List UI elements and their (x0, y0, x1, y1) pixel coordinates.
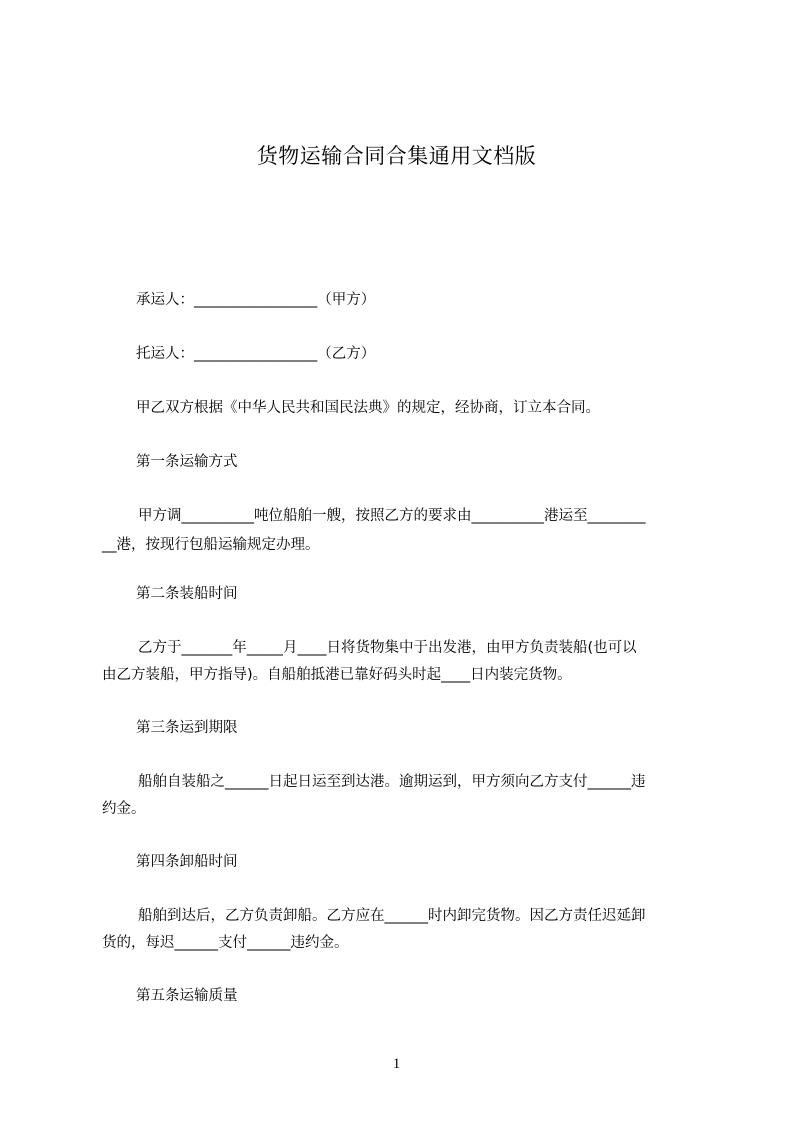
article5-heading: 第五条运输质量 (136, 988, 238, 1004)
article4-line1: 船舶到达后，乙方负责卸船。乙方应在______时内卸完货物。因乙方责任迟延卸 (138, 908, 646, 924)
document-title: 货物运输合同合集通用文档版 (256, 144, 537, 168)
article1-line2: __港，按现行包船运输规定办理。 (102, 537, 320, 553)
article4-line2: 货的，每迟______支付______违约金。 (102, 935, 349, 951)
article3-heading: 第三条运到期限 (136, 720, 238, 736)
article4-heading: 第四条卸船时间 (136, 854, 238, 870)
carrier-line: 承运人：_________________（甲方） (136, 292, 376, 308)
page-number: 1 (392, 1056, 401, 1072)
article3-line1: 船舶自装船之______日起日运至到达港。逾期运到，甲方须向乙方支付______违 (138, 774, 646, 790)
article2-line1: 乙方于_______年_____月____日将货物集中于出发港，由甲方负责装船(也可以 (138, 640, 637, 656)
article3-line2: 约金。 (102, 801, 146, 817)
article1-line1: 甲方调__________吨位船舶一艘，按照乙方的要求由__________港运至________ (138, 508, 646, 524)
article2-heading: 第二条装船时间 (136, 586, 238, 602)
article1-heading: 第一条运输方式 (136, 454, 238, 470)
shipper-line: 托运人：_________________（乙方） (136, 346, 376, 362)
preamble: 甲乙双方根据《中华人民共和国民法典》的规定，经协商，订立本合同。 (136, 400, 600, 416)
article2-line2: 由乙方装船，甲方指导)。自船舶抵港已靠好码头时起____日内装完货物。 (102, 667, 572, 683)
